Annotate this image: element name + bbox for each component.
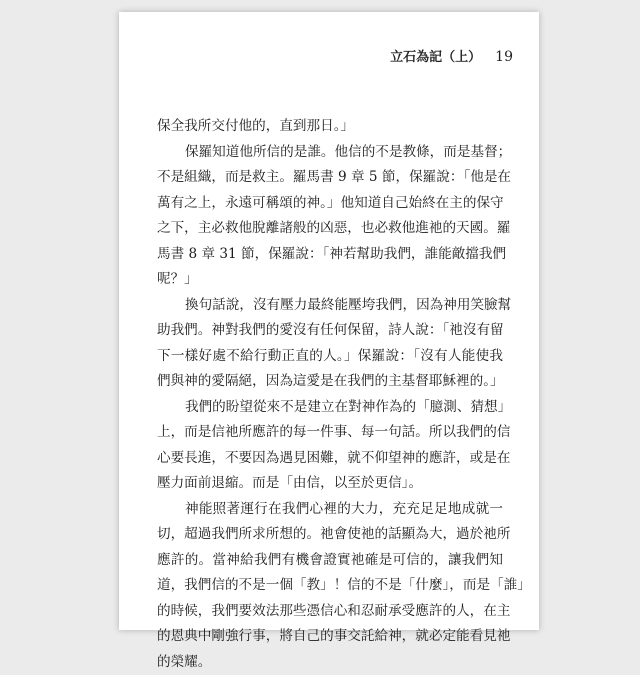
body-text (157, 114, 503, 675)
text-line: 我們的盼望從來不是建立在對神作為的「臆測、猜想」 (157, 395, 503, 421)
text-line: 換句話說，沒有壓力最終能壓垮我們，因為神用笑臉幫 (157, 293, 503, 319)
text-line: 壓力面前退縮。而是「由信，以至於更信」。 (157, 471, 503, 497)
text-line: 馬書 8 章 31 節，保羅說：「神若幫助我們，誰能敵擋我們 (157, 242, 503, 268)
text-line: 們與神的愛隔絕，因為這愛是在我們的主基督耶穌裡的。」 (157, 369, 503, 395)
text-line: 助我們。神對我們的愛沒有任何保留，詩人說：「祂沒有留 (157, 318, 503, 344)
text-line: 道，我們信的不是一個「教」！信的不是「什麼」，而是「誰」 (157, 573, 503, 599)
text-line: 之下，主必救他脫離諸般的凶惡，也必救他進祂的天國。羅 (157, 216, 503, 242)
text-line: 下一樣好處不給行動正直的人。」保羅說：「沒有人能使我 (157, 344, 503, 370)
text-line: 的恩典中剛強行事，將自己的事交託給神，就必定能看見祂 (157, 624, 503, 650)
text-line: 神能照著運行在我們心裡的大力，充充足足地成就一 (157, 497, 503, 523)
text-line: 應許的。當神給我們有機會證實祂確是可信的，讓我們知 (157, 548, 503, 574)
text-line: 萬有之上，永遠可稱頌的神。」他知道自己始終在主的保守 (157, 191, 503, 217)
text-line: 不是組織，而是救主。羅馬書 9 章 5 節，保羅說：「他是在 (157, 165, 503, 191)
text-line: 的時候，我們要效法那些憑信心和忍耐承受應許的人，在主 (157, 599, 503, 625)
text-line: 保羅知道他所信的是誰。他信的不是教條，而是基督； (157, 140, 503, 166)
text-line: 上，而是信祂所應許的每一件事、每一句話。所以我們的信 (157, 420, 503, 446)
text-line: 的榮耀。 (157, 650, 503, 675)
running-header (390, 46, 513, 65)
text-line: 切，超過我們所求所想的。祂會使祂的話顯為大，過於祂所 (157, 522, 503, 548)
page-number: 19 (495, 49, 513, 65)
text-line: 保全我所交付他的，直到那日。」 (157, 114, 503, 140)
book-page (119, 12, 539, 630)
text-line: 呢？」 (157, 267, 503, 293)
text-line: 心要長進，不要因為遇見困難，就不仰望神的應許，或是在 (157, 446, 503, 472)
chapter-title: 立石為記（上） (390, 46, 481, 65)
